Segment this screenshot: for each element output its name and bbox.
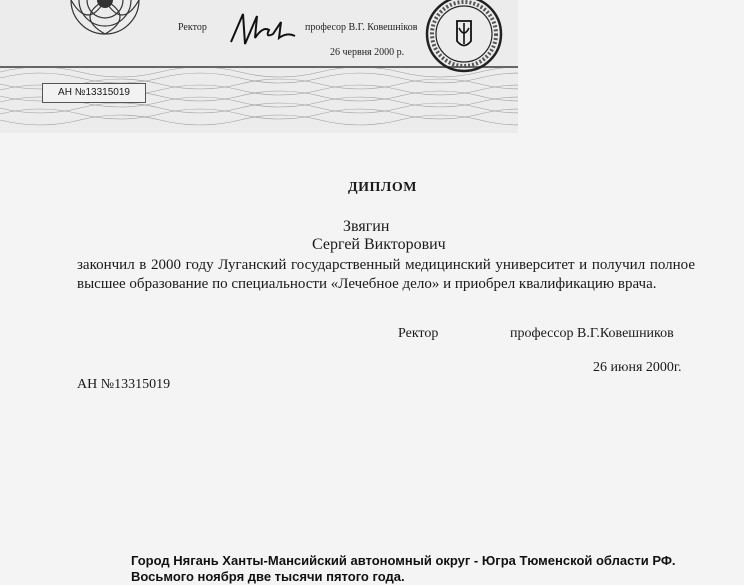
graduate-given-names: Сергей Викторович xyxy=(312,236,446,253)
diploma-body-text: закончил в 2000 году Луганский государственный медицинский университет и получил полное высшее образование по специальности «Лечебное дело» и приобрел квалификацию врача. xyxy=(77,257,695,292)
issue-date: 26 июня 2000г. xyxy=(593,360,682,375)
rector-label: Ректор xyxy=(398,326,439,341)
original-serial-number: АН №13315019 xyxy=(42,83,146,103)
notary-place-line: Город Нягань Ханты-Мансийский автономный округ - Югра Тюменской области РФ. xyxy=(131,553,676,568)
serial-number: АН №13315019 xyxy=(77,377,171,392)
original-diploma-fragment xyxy=(0,0,518,133)
original-rector-name: професор В.Г. Ковешніков xyxy=(305,22,418,33)
diploma-title: ДИПЛОМ xyxy=(348,180,417,195)
rector-signature xyxy=(225,8,305,50)
rector-name: профессор В.Г.Ковешников xyxy=(510,326,674,341)
original-rector-label: Ректор xyxy=(178,22,207,33)
university-seal-icon xyxy=(424,0,504,74)
graduate-surname: Звягин xyxy=(343,218,390,235)
rosette-ornament-icon xyxy=(40,0,170,42)
original-date: 26 червня 2000 р. xyxy=(330,47,405,58)
notary-date-line: Восьмого ноября две тысячи пятого года. xyxy=(131,569,405,584)
